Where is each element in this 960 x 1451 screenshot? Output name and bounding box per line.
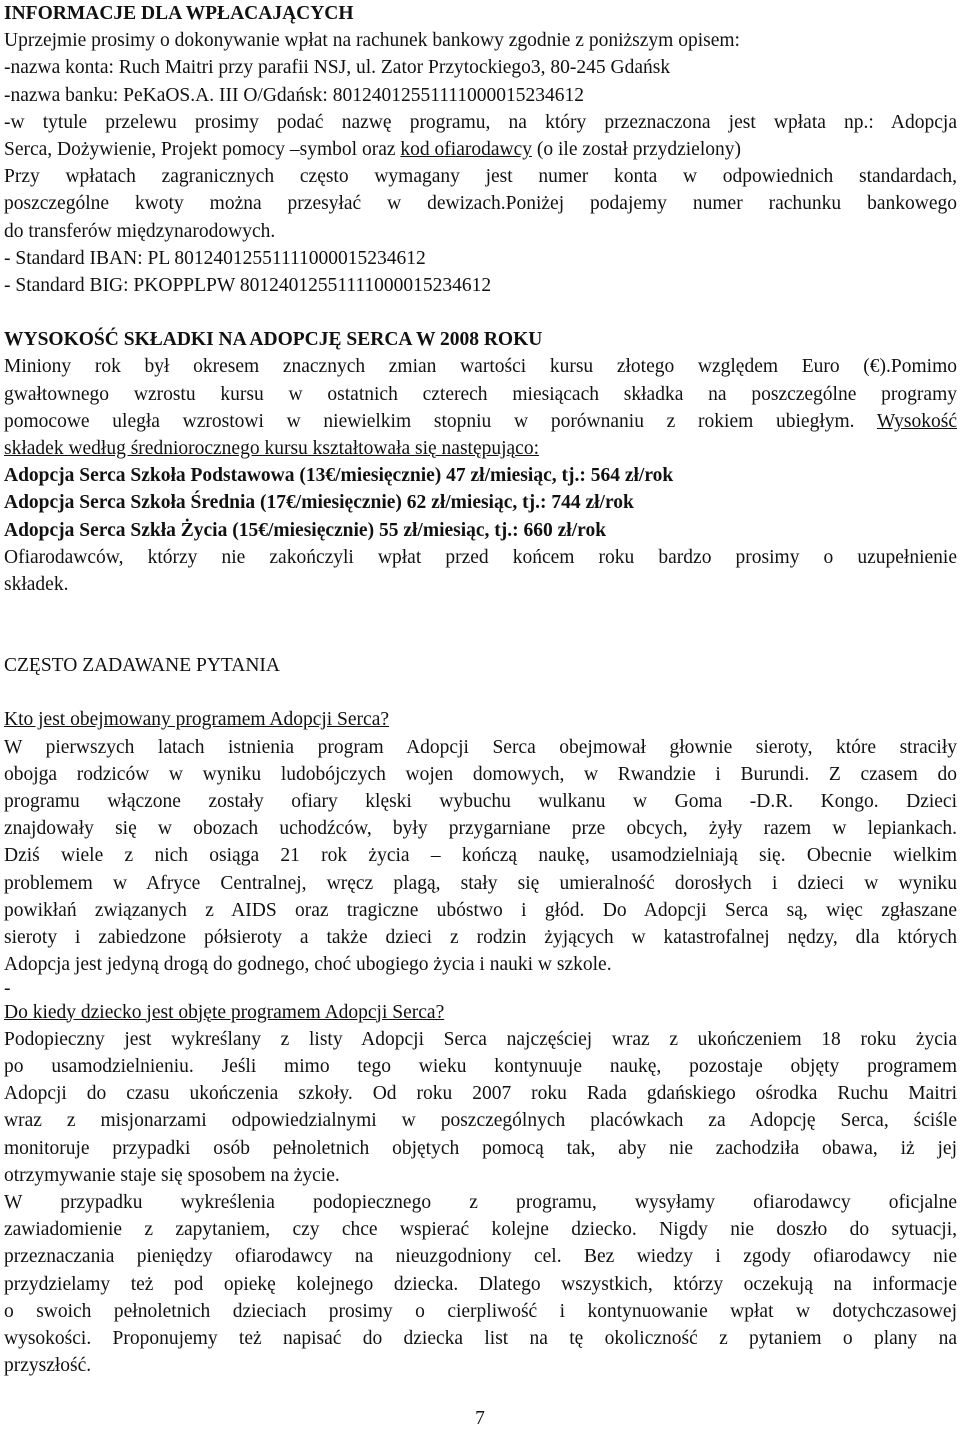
transfer-title-line: -w tytule przelewu prosimy podać nazwę programu, na który przeznaczona jest wpłata np.: Adopcja — [4, 111, 957, 133]
foreign-line-3: do transferów międzynarodowych. — [4, 220, 276, 242]
answer-line: sieroty i zabiedzone półsieroty a także dzieci z rodzin żyjących w katastrofalnej nędzy, dla których — [4, 927, 957, 949]
answer-line: powikłań związanych z AIDS oraz tragiczne ubóstwo i głód. Do Adopcji Serca są, więc zgłaszane — [4, 899, 957, 921]
answer-line: przydzielamy też pod opiekę kolejnego dziecka. Dlatego wszystkich, którzy oczekują na informacje — [4, 1273, 957, 1295]
fees-closing-line-1: Ofiarodawców, którzy nie zakończyli wpłat przed końcem roku bardzo prosimy o uzupełnienie — [4, 546, 957, 568]
info-intro: Uprzejmie prosimy o dokonywanie wpłat na rachunek bankowy zgodnie z poniższym opisem: — [4, 30, 740, 52]
faq-question-1: Kto jest obejmowany programem Adopcji Serca? — [4, 709, 390, 731]
answer-line: przeznaczania pieniędzy ofiarodawcy na nieuzgodniony cel. Bez wiedzy i zgody ofiarodawcy nie — [4, 1246, 957, 1268]
bank-name-line: -nazwa banku: PeKaOS.A. III O/Gdańsk: 80124012551111000015234612 — [4, 84, 585, 106]
faq-answer-3 — [4, 1189, 957, 1379]
faq-heading: CZĘSTO ZADAWANE PYTANIA — [4, 655, 280, 677]
answer-line: problemem w Afryce Centralnej, wręcz plagą, stały się umieralność dorosłych i dzieci w wyniku — [4, 872, 957, 894]
section-spacer — [4, 679, 957, 706]
bic-line: - Standard BIG: PKOPPLPW 80124012551111000015234612 — [4, 275, 492, 297]
fees-underlined-start: Wysokość — [876, 410, 957, 432]
answer-line: otrzymywanie staje się sposobem na życie. — [4, 1164, 340, 1186]
answer-line: Adopcji do czasu ukończenia szkoły. Od roku 2007 roku Rada gdańskiego ośrodka Ruchu Maitri — [4, 1083, 957, 1105]
answer-line: obojga rodziców w wyniku ludobójczych wojen domowych, w Rwandzie i Burundi. Z czasem do — [4, 763, 957, 785]
answer-line: Podopieczny jest wykreślany z listy Adopcji Serca najczęściej wraz z ukończeniem 18 roku życia — [4, 1028, 957, 1050]
answer-line: Adopcja jest jedyną drogą do godnego, choć ubogiego życia i nauki w szkole. — [4, 954, 612, 976]
answer-line: wysokości. Proponujemy też napisać do dziecka list na tę okoliczność z pytaniem o plany na — [4, 1327, 957, 1349]
info-heading: INFORMACJE DLA WPŁACAJĄCYCH — [4, 3, 354, 24]
iban-line: - Standard IBAN: PL 80124012551111000015234612 — [4, 247, 426, 269]
section-spacer — [4, 598, 957, 652]
faq-answer-2 — [4, 1026, 957, 1189]
faq-question-2: Do kiedy dziecko jest objęte programem Adopcji Serca? — [4, 1001, 445, 1023]
foreign-line-2: poszczególne kwoty można przesyłać w dewizach.Poniżej podajemy numer rachunku bankowego — [4, 193, 957, 215]
page-number: 7 — [475, 1408, 485, 1429]
answer-line: programu włączone zostały ofiary klęski wybuchu wulkanu w Goma -D.R. Kongo. Dzieci — [4, 791, 957, 813]
answer-line: W pierwszych latach istnienia program Adopcji Serca obejmował głownie sieroty, które straciły — [4, 736, 957, 758]
account-name-line: -nazwa konta: Ruch Maitri przy parafii NSJ, ul. Zator Przytockiego3, 80-245 Gdańsk — [4, 57, 671, 79]
rate-secondary-school: Adopcja Serca Szkoła Średnia (17€/miesięcznie) 62 zł/miesiąc, tj.: 744 zł/rok — [4, 492, 634, 514]
fees-paragraph-line-3 — [4, 408, 957, 435]
document-page — [4, 0, 957, 1379]
section-spacer — [4, 299, 957, 326]
fees-paragraph-line-1: Miniony rok był okresem znacznych zmian wartości kursu złotego względem Euro (€).Pomimo — [4, 356, 957, 378]
rate-school-of-life: Adopcja Serca Szkła Życia (15€/miesięcznie) 55 zł/miesiąc, tj.: 660 zł/rok — [4, 519, 607, 541]
fees-underlined-line: składek według średniorocznego kursu kształtowała się następująco: — [4, 438, 540, 460]
faq-answer-1 — [4, 734, 957, 979]
answer-line: przyszłość. — [4, 1355, 92, 1377]
fees-paragraph-line-2: gwałtownego wzrostu kursu w ostatnich czterech miesiącach składka na poszczególne programy — [4, 383, 957, 405]
rate-primary-school: Adopcja Serca Szkoła Podstawowa (13€/miesięcznie) 47 zł/miesiąc, tj.: 564 zł/rok — [4, 465, 674, 487]
fees-closing-line-2: składek. — [4, 574, 69, 596]
fees-text-plain: pomocowe uległa wzrostowi w niewielkim stopniu w porównaniu z rokiem ubiegłym. — [4, 410, 877, 432]
answer-line: monitoruje przypadki osób pełnoletnich objętych pomocą tak, aby nie zachodziła obawa, iż jej — [4, 1137, 957, 1159]
answer-line: zawiadomienie z zapytaniem, czy chce wspierać kolejne dziecko. Nigdy nie doszło do sytuacji, — [4, 1219, 957, 1241]
example-text-pre: Serca, Dożywienie, Projekt pomocy –symbol oraz — [4, 139, 401, 161]
donor-code-link: kod ofiarodawcy — [400, 139, 532, 161]
answer-line: Dziś wiele z nich osiąga 21 rok życia – kończą naukę, usamodzielniają się. Obecnie wielkim — [4, 845, 957, 867]
example-text-post: (o ile został przydzielony) — [531, 139, 741, 161]
transfer-example-line — [4, 136, 957, 163]
fees-heading: WYSOKOŚĆ SKŁADKI NA ADOPCJĘ SERCA W 2008 ROKU — [4, 329, 543, 351]
answer-line: o swoich pełnoletnich dzieciach prosimy o cierpliwość i kontynuowanie wpłat w dotychczasowej — [4, 1300, 957, 1322]
answer-line: po usamodzielnieniu. Jeśli mimo tego wieku kontynuuje naukę, pozostaje objęty programem — [4, 1055, 957, 1077]
dash-marker: - — [4, 977, 11, 999]
answer-line: W przypadku wykreślenia podopiecznego z programu, wysyłamy ofiarodawcy oficjalne — [4, 1191, 957, 1213]
foreign-line-1: Przy wpłatach zagranicznych często wymagany jest numer konta w odpowiednich standardach, — [4, 166, 957, 188]
answer-line: wraz z misjonarzami odpowiedzialnymi w poszczególnych placówkach za Adopcję Serca, ściśle — [4, 1110, 957, 1132]
answer-line: znajdowały się w obozach uchodźców, były przygarniane prze obcych, żyły razem w lepiankach. — [4, 818, 957, 840]
